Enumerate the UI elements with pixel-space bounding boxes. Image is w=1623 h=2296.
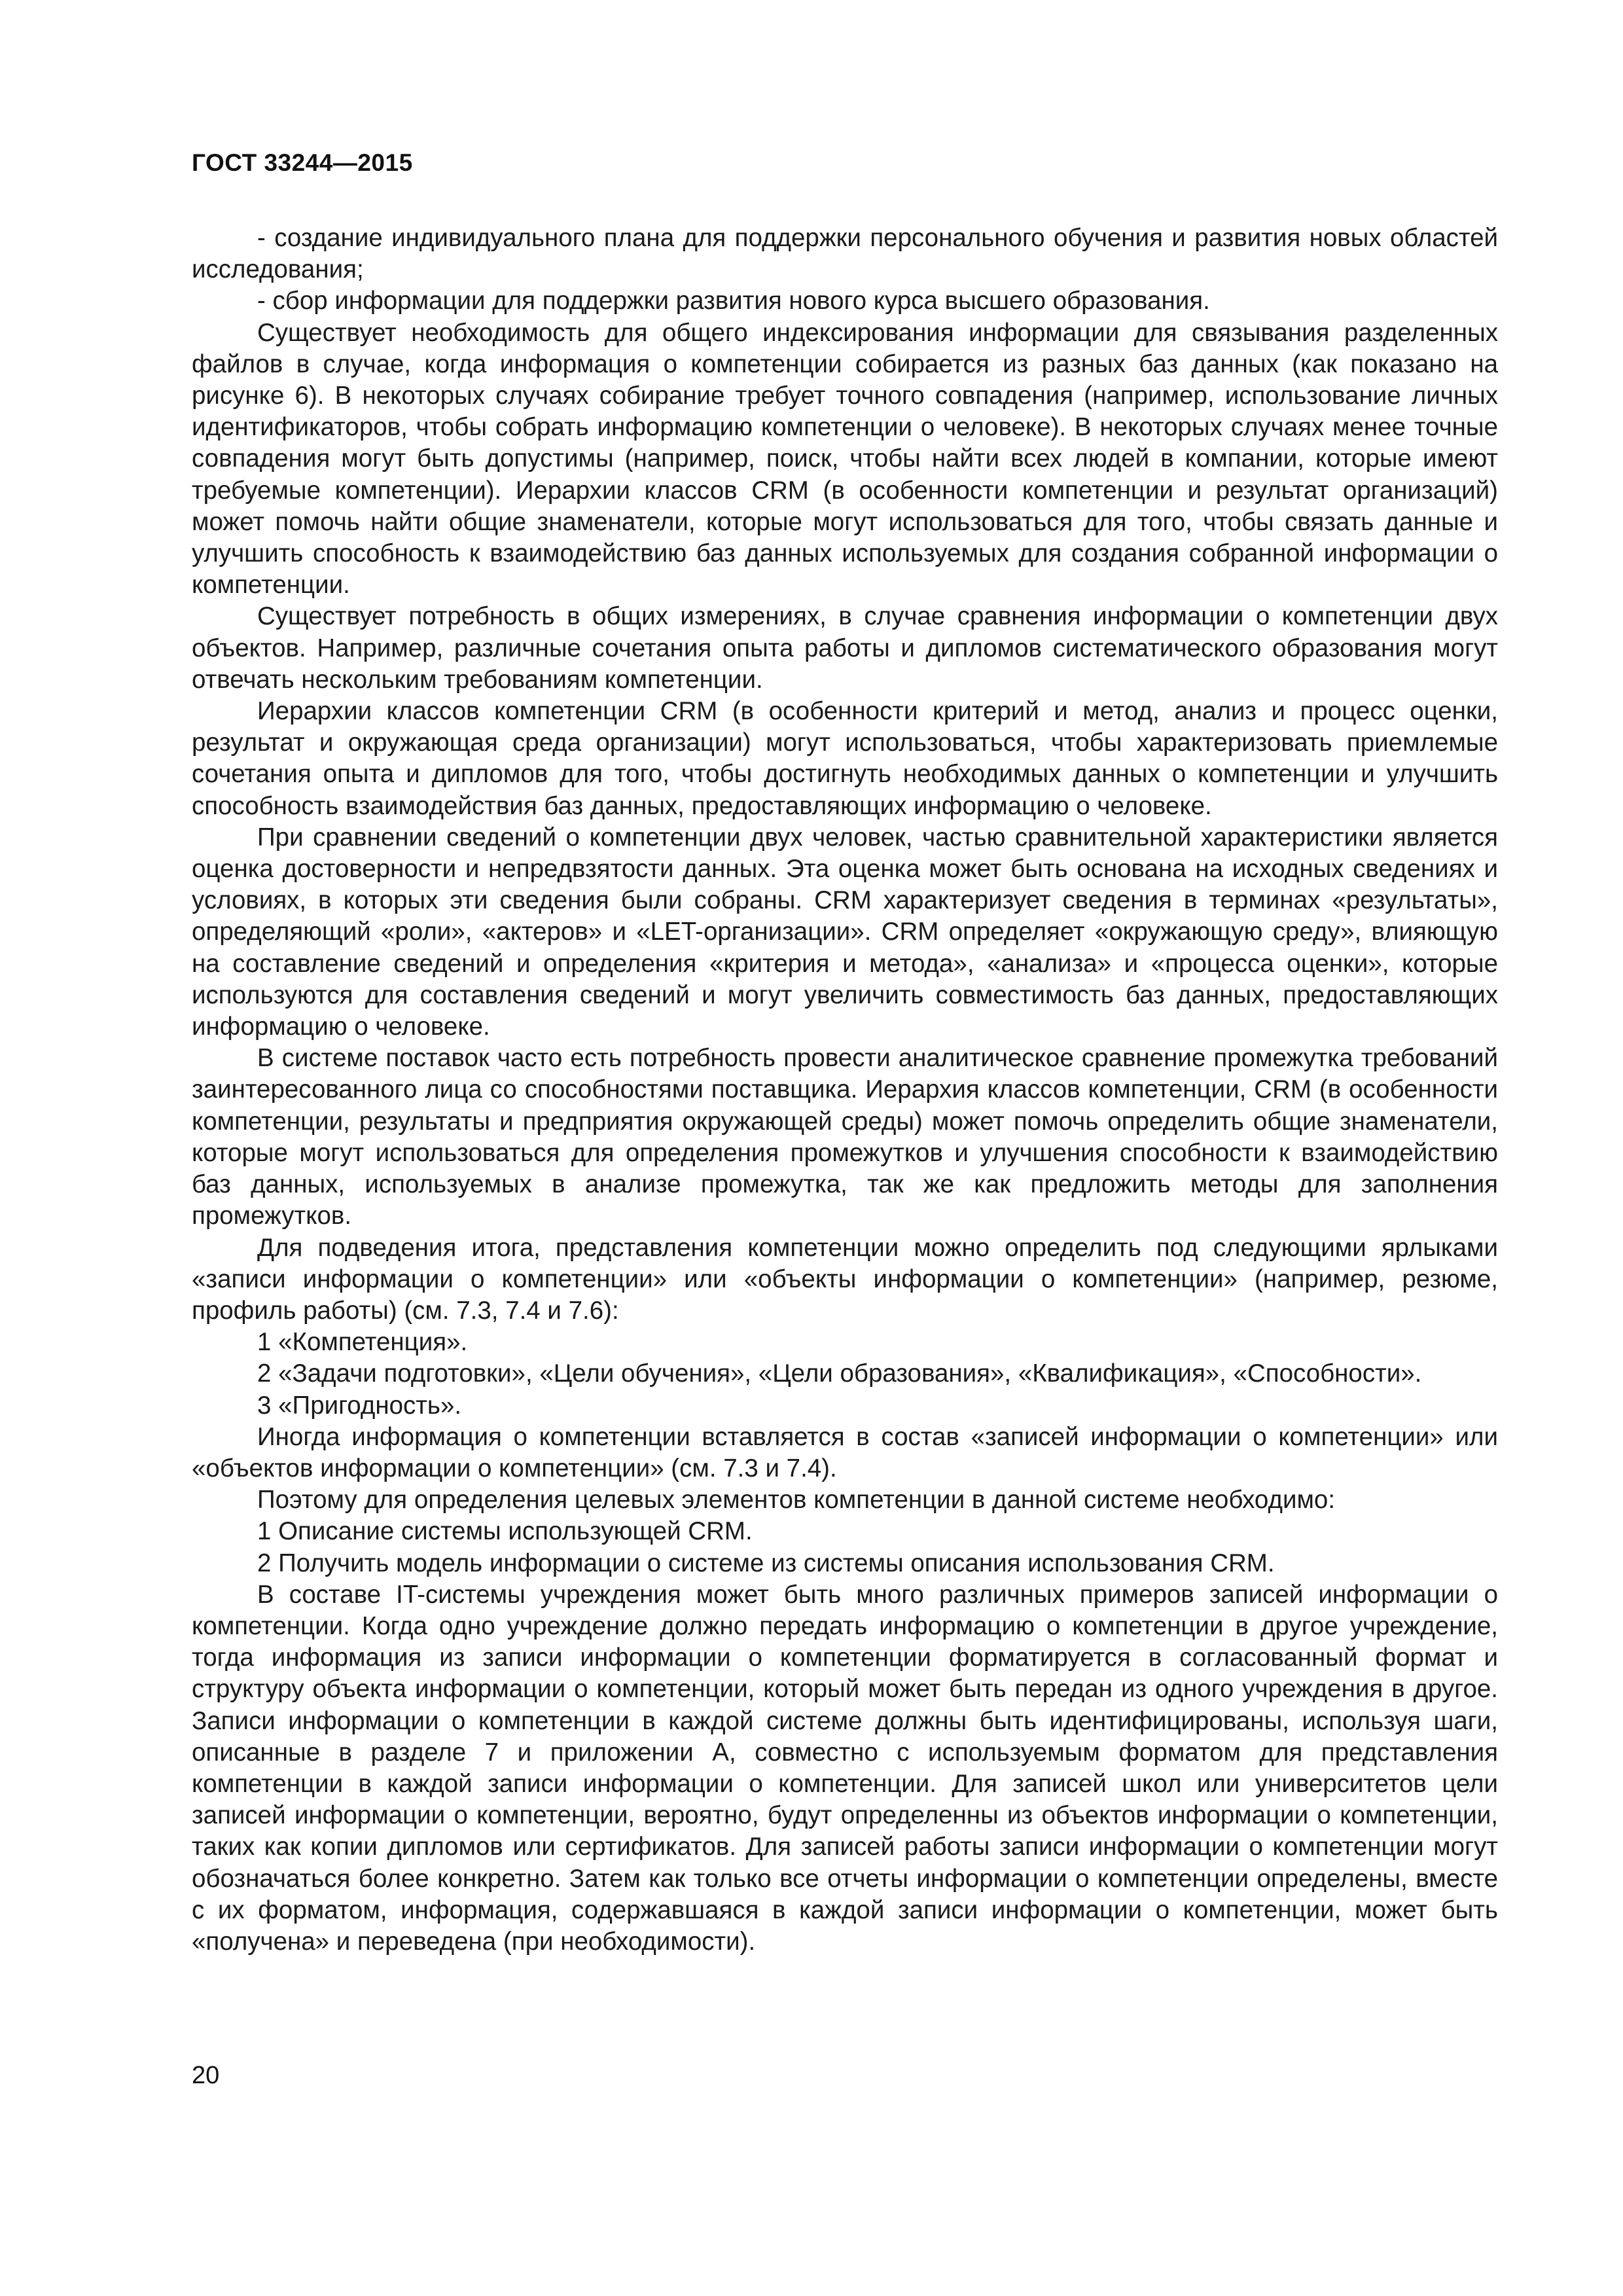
paragraph: Иерархии классов компетенции CRM (в особенности критерий и метод, анализ и процесс оценки, результат и окружающая среда организации) могут использоваться, чтобы характеризовать приемлемые сочетания опыта и дипломов для того, чтобы достигнуть необходимых данных о компетенции и улучшить способность взаимодействия баз данных, предоставляющих информацию о человеке. [192,697,1498,820]
list-item-1: - создание индивидуального плана для поддержки персонального обучения и развития новых областей исследования; [192,224,1498,284]
numbered-item: 3 «Пригодность». [257,1391,462,1420]
document-body [192,223,1498,1958]
numbered-item: 2 Получить модель информации о системе из системы описания использования CRM. [257,1549,1275,1577]
paragraph: В системе поставок часто есть потребность провести аналитическое сравнение промежутка требований заинтересованного лица со способностями поставщика. Иерархия классов компетенции, CRM (в особенности компетенции, результаты и предприятия окружающей среды) может помочь определить общие знаменатели, которые могут использоваться для определения промежутков и улучшения способности к взаимодействию баз данных, используемых в анализе промежутка, так же как предложить методы для заполнения промежутков. [192,1044,1498,1230]
paragraph: Существует необходимость для общего индексирования информации для связывания разделенных файлов в случае, когда информация о компетенции собирается из разных баз данных (как показано на рисунке 6). В некоторых случаях собирание требует точного совпадения (например, использование личных идентификаторов, чтобы собрать информацию компетенции о человеке). В некоторых случаях менее точные совпадения могут быть допустимы (например, поиск, чтобы найти всех людей в компании, которые имеют требуемые компетенции). Иерархии классов CRM (в особенности компетенции и результат организаций) может помочь найти общие знаменатели, которые могут использоваться для того, чтобы связать данные и улучшить способность к взаимодействию баз данных используемых для создания собранной информации о компетенции. [192,318,1498,600]
paragraph: Для подведения итога, представления компетенции можно определить под следующими ярлыками «записи информации о компетенции» или «объекты информации о компетенции» (например, резюме, профиль работы) (см. 7.3, 7.4 и 7.6): [192,1233,1498,1325]
paragraph: При сравнении сведений о компетенции двух человек, частью сравнительной характеристики является оценка достоверности и непредвзятости данных. Эта оценка может быть основана на исходных сведениях и условиях, в которых эти сведения были собраны. CRM характеризует сведения в терминах «результаты», определяющий «роли», «актеров» и «LET-организации». CRM определяет «окружающую среду», влияющую на составление сведений и определения «критерия и метода», «анализа» и «процесса оценки», которые используются для составления сведений и могут увеличить совместимость баз данных, предоставляющих информацию о человеке. [192,823,1498,1041]
numbered-item: 1 Описание системы использующей CRM. [257,1517,753,1546]
paragraph: Иногда информация о компетенции вставляется в состав «записей информации о компетенции» или «объектов информации о компетенции» (см. 7.3 и 7.4). [192,1422,1498,1482]
list-item-2: - сбор информации для поддержки развития нового курса высшего образования. [257,287,1210,315]
numbered-item: 1 «Компетенция». [257,1328,468,1357]
page-number: 20 [192,2062,220,2089]
numbered-item: 2 «Задачи подготовки», «Цели обучения», «Цели образования», «Квалификация», «Способности». [257,1359,1422,1388]
paragraph: Поэтому для определения целевых элементов компетенции в данной системе необходимо: [257,1486,1336,1515]
document-code: ГОСТ 33244—2015 [192,149,413,176]
paragraph: Существует потребность в общих измерениях, в случае сравнения информации о компетенции двух объектов. Например, различные сочетания опыта работы и дипломов систематического образования могут отвечать нескольким требованиям компетенции. [192,602,1498,694]
paragraph: В составе IT-системы учреждения может быть много различных примеров записей информации о компетенции. Когда одно учреждение должно передать информацию о компетенции в другое учреждение, тогда информация из записи информации о компетенции форматируется в согласованный формат и структуру объекта информации о компетенции, который может быть передан из одного учреждения в другое. Записи информации о компетенции в каждой системе должны быть идентифицированы, используя шаги, описанные в разделе 7 и приложении А, совместно с используемым форматом для представления компетенции в каждой записи информации о компетенции. Для записей школ или университетов цели записей информации о компетенции, вероятно, будут определенны из объектов информации о компетенции, таких как копии дипломов или сертификатов. Для записей работы записи информации о компетенции могут обозначаться более конкретно. Затем как только все отчеты информации о компетенции определены, вместе с их форматом, информация, содержавшаяся в каждой записи информации о компетенции, может быть «получена» и переведена (при необходимости). [192,1580,1498,1956]
